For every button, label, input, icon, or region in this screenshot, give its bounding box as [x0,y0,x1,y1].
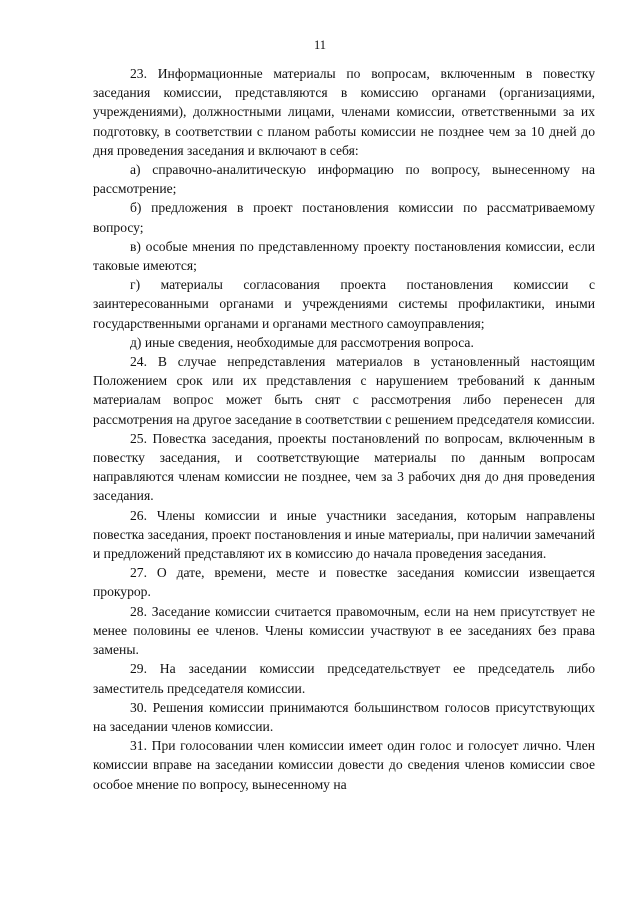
paragraph-23: 23. Информационные материалы по вопросам, включенным в повестку заседания комиссии, представляются в комиссию органами (организациями, учреждениями), должностными лицами, членами комиссии, ответственными за их подготовку, в соответствии с планом работы комиссии не позднее чем за 10 дней до дня проведения заседания и включают в себя: [93,66,595,158]
paragraph-30: 30. Решения комиссии принимаются большинством голосов присутствующих на заседании членов комиссии. [93,699,595,734]
paragraph-26: 26. Члены комиссии и иные участники заседания, которым направлены повестка заседания, проект постановления и иные материалы, при наличии замечаний и предложений представляют их в комиссию до начала проведения заседания. [93,507,595,562]
page-number: 11 [313,38,327,52]
paragraph-24: 24. В случае непредставления материалов в установленный настоящим Положением срок или их представления с нарушением требований к данным материалам вопрос может быть снят с рассмотрения либо перенесен для рассмотрения на другое заседание в соответствии с решением председателя комиссии. [93,354,595,427]
paragraph-28: 28. Заседание комиссии считается правомочным, если на нем присутствует не менее половины ее членов. Члены комиссии участвуют в ее заседаниях без права замены. [93,603,595,658]
list-item-a: а) справочно-аналитическую информацию по вопросу, вынесенному на рассмотрение; [93,162,595,197]
list-item-g: г) материалы согласования проекта постановления комиссии с заинтересованными органами и учреждениями системы профилактики, иными государственными органами и органами местного самоуправления; [93,277,595,331]
list-item-v: в) особые мнения по представленному проекту постановления комиссии, если таковые имеются; [93,238,595,274]
list-item-b: б) предложения в проект постановления комиссии по рассматриваемому вопросу; [93,200,595,235]
document-body [93,64,595,794]
paragraph-25: 25. Повестка заседания, проекты постановлений по вопросам, включенным в повестку заседания, и соответствующие материалы по данным вопросам направляются членам комиссии не позднее, чем за 3 рабочих дня до дня проведения заседания. [93,430,595,504]
list-item-d: д) иные сведения, необходимые для рассмотрения вопроса. [130,334,474,350]
paragraph-31: 31. При голосовании член комиссии имеет один голос и голосует лично. Член комиссии вправе на заседании комиссии довести до сведения членов комиссии свое особое мнение по вопросу, вынесенному на [93,738,595,792]
paragraph-27: 27. О дате, времени, месте и повестке заседания комиссии извещается прокурор. [93,565,595,600]
paragraph-29: 29. На заседании комиссии председательствует ее председатель либо заместитель председателя комиссии. [93,661,595,696]
